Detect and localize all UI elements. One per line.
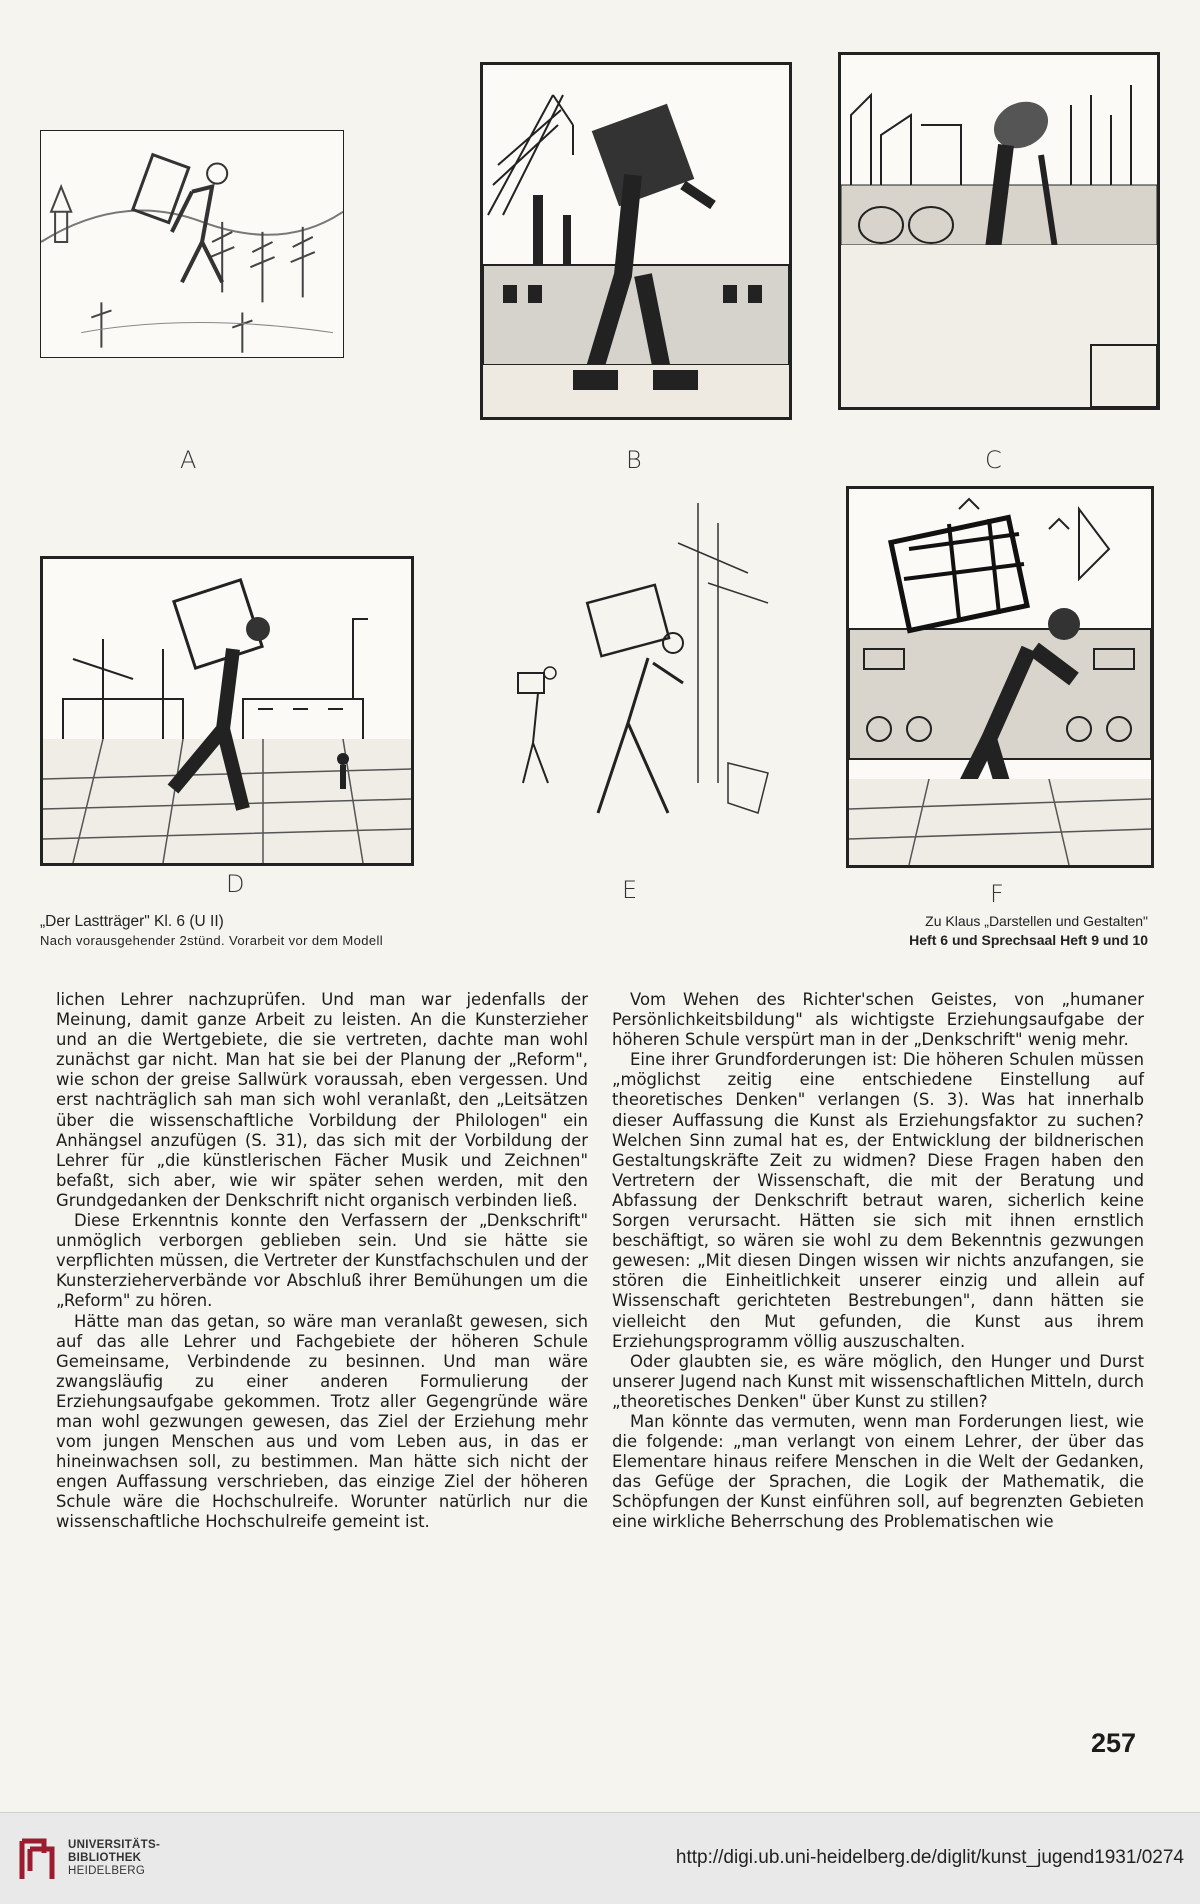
caption-right-title: Zu Klaus „Darstellen und Gestalten" — [925, 913, 1148, 929]
permalink-url[interactable]: http://digi.ub.uni-heidelberg.de/diglit/kunst_jugend1931/0274 — [675, 1847, 1184, 1868]
figure-c — [838, 52, 1160, 410]
figure-letter: C — [985, 446, 1002, 474]
figure-letter: D — [226, 870, 245, 898]
figure-a-illustration — [41, 131, 343, 357]
paragraph: Eine ihrer Grundforderungen ist: Die höheren Schulen müssen „möglichst zeitig eine entschiedene Einstellung auf theoretisches Denken" verlangen (S. 3). Was hat innerhalb dieser Auffassung die Kunst als Erziehungsfaktor zu suchen? Welchen Sinn zumal hat es, der Entwicklung der bildnerischen Gestaltungskräfte Zeit zu widmen? Diese Fragen haben den Vertretern der Wissenschaft, die mit der Beratung und Abfassung der Denkschrift betraut waren, sicherlich keine Sorgen verursacht. Hätten sie sich mit ihnen ernstlich beschäftigt, so wären sie wohl zu dem Bekenntnis gezwungen gewesen: „Mit diesen Dingen wissen wir nichts anzufangen, sie stören die Einheitlichkeit unserer einzig und allein auf Wissenschaft gerichteten Bestrebungen", dann hätten sie vielleicht den Mut gefunden, die Kunst aus ihrem Erziehungsprogramm völlig auszuschalten. — [612, 1050, 1144, 1351]
library-name-line: UNIVERSITÄTS- — [68, 1839, 161, 1851]
library-name-line: BIBLIOTHEK — [68, 1852, 142, 1864]
text-column-left — [56, 990, 588, 1533]
caption-left-note: Nach vorausgehender 2stünd. Vorarbeit vor dem Modell — [40, 933, 384, 948]
figure-letter: A — [180, 446, 197, 474]
figure-letter: F — [990, 880, 1004, 908]
figure-a — [40, 130, 344, 358]
figure-f — [846, 486, 1154, 868]
figure-d-illustration — [43, 559, 411, 863]
library-name-line: HEIDELBERG — [68, 1865, 146, 1877]
paragraph: lichen Lehrer nachzuprüfen. Und man war jedenfalls der Meinung, damit ganze Arbeit zu leisten. An die Kunsterzieher und an die Wertgebiete, die sie vertreten, dachte man wohl zunächst gar nicht. Man hat sie bei der Planung der „Reform", wie schon der greise Sallwürk voraussah, eben vergessen. Und erst nachträglich sah man sich wohl veranlaßt, den „Leitsätzen über die wissenschaftliche Vorbildung der Philologen" ein Anhängsel anzufügen (S. 31), das sich mit der Vorbildung der Lehrer für „die künstlerischen Fächer Musik und Zeichnen" befaßt, sich aber, wie wir später sehen werden, mit den Grundgedanken der Denkschrift nicht organisch verbinden ließ. — [56, 990, 588, 1210]
text-column-right — [612, 990, 1144, 1533]
paragraph: Vom Wehen des Richter'schen Geistes, von „humaner Persönlichkeitsbildung" als wichtigste Erziehungsaufgabe der höheren Schule verspürt man in der „Denkschrift" wenig mehr. — [612, 990, 1144, 1050]
library-name[interactable] — [68, 1839, 160, 1878]
figure-b — [480, 62, 792, 420]
page-number: 257 — [1090, 1728, 1136, 1758]
figure-letter: E — [622, 876, 638, 904]
figure-e — [478, 483, 796, 859]
caption-left — [40, 912, 500, 950]
figure-f-illustration — [849, 489, 1151, 865]
paragraph: Oder glaubten sie, es wäre möglich, den Hunger und Durst unserer Jugend nach Kunst mit wissenschaftlichen Mitteln, durch „theoretisches Denken" über Kunst zu stillen? — [612, 1351, 1144, 1411]
footer-bar — [0, 1812, 1200, 1904]
figure-c-illustration — [841, 55, 1157, 407]
figure-letter: B — [626, 446, 642, 474]
figure-e-illustration — [478, 483, 796, 859]
paragraph: Diese Erkenntnis konnte den Verfassern der „Denkschrift" unmöglich verborgen geblieben sein. Und sie hätte sie verpflichten müssen, die Vertreter der Kunstfachschulen und der Kunsterzieherverbände vor Abschluß ihrer Bemühungen um die „Reform" zu hören. — [56, 1211, 588, 1311]
caption-left-title: „Der Lastträger" Kl. 6 (U II) — [40, 913, 224, 930]
paragraph: Hätte man das getan, so wäre man veranlaßt gewesen, sich auf das alle Lehrer und Fachgebiete der höheren Schule Gemeinsame, Verbindende zu besinnen. Und man wäre zwangsläufig zu einer anderen Formulierung der Erziehungsaufgabe gekommen. Trotz aller Gegengründe wäre man wohl gezwungen gewesen, das Ziel der Erziehung mehr vom jungen Menschen aus und vom Leben aus, in das er hineinwachsen soll, zu bestimmen. Man hätte sich nicht der engen Auffassung verschrieben, das einzige Ziel der höheren Schule wäre die Hochschulreife. Worunter natürlich nur die wissenschaftliche Hochschulreife gemeint ist. — [56, 1311, 588, 1532]
paragraph: Man könnte das vermuten, wenn man Forderungen liest, wie die folgende: „man verlangt von einem Lehrer, der über das Elementare hinaus reifere Menschen in die Welt der Gedanken, das Gefüge der Sprachen, die Logik der Mathematik, die Schöpfungen der Kunst einführen soll, auf begrenzten Gebieten eine wirkliche Beherrschung des Problematischen wie — [612, 1411, 1144, 1532]
figure-d — [40, 556, 414, 866]
library-logo-icon[interactable] — [14, 1833, 58, 1885]
caption-right-note: Heft 6 und Sprechsaal Heft 9 und 10 — [909, 932, 1148, 948]
caption-right — [700, 912, 1148, 950]
figure-b-illustration — [483, 65, 789, 417]
